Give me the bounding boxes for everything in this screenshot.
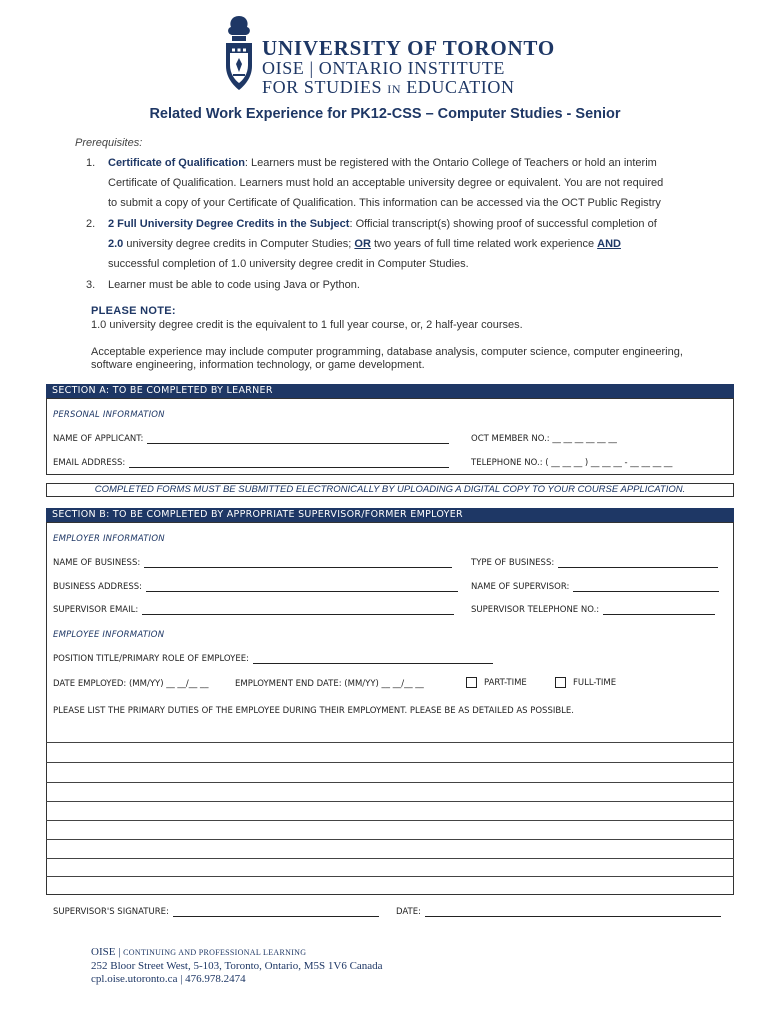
email-address-field[interactable] — [53, 458, 449, 468]
prerequisites-label: Prerequisites: — [75, 137, 143, 149]
field-label: NAME OF BUSINESS: — [53, 558, 141, 568]
part-time-option[interactable] — [466, 677, 527, 688]
duties-row[interactable] — [46, 742, 734, 760]
field-label: SUPERVISOR EMAIL: — [53, 605, 139, 615]
duties-row[interactable] — [46, 876, 734, 894]
prereq-item-number: 1. — [86, 157, 96, 169]
input-line[interactable] — [146, 583, 458, 592]
prereq-item-heading: 2 Full University Degree Credits in the Subject — [108, 218, 350, 230]
logo-oise-line1: OISE | ONTARIO INSTITUTE — [262, 58, 506, 78]
logo-oise-line2 — [262, 77, 515, 98]
employment-end-date-field[interactable]: EMPLOYMENT END DATE: (MM/YY) __ __/__ __ — [235, 679, 424, 689]
telephone-field[interactable]: TELEPHONE NO.: ( __ __ __ ) __ __ __ - __ __ __ __ — [471, 458, 673, 468]
prereq-item-text: Learner must be able to code using Java or Python. — [108, 279, 360, 291]
input-line[interactable] — [147, 435, 449, 444]
duties-row[interactable] — [46, 762, 734, 780]
input-line[interactable] — [253, 655, 493, 664]
input-line[interactable] — [142, 606, 454, 615]
and-emphasis: AND — [597, 238, 621, 250]
duties-row[interactable] — [46, 858, 734, 876]
input-line[interactable] — [144, 559, 452, 568]
full-time-option[interactable] — [555, 677, 616, 688]
business-address-field[interactable] — [53, 582, 458, 592]
signature-date-field[interactable] — [396, 907, 721, 917]
input-line[interactable] — [573, 583, 719, 592]
supervisor-telephone-field[interactable] — [471, 605, 715, 615]
please-note-text: 1.0 university degree credit is the equivalent to 1 full year course, or, 2 half-year courses. — [91, 319, 523, 331]
business-name-field[interactable] — [53, 558, 452, 568]
prereq-item-text: Certificate of Qualification. Learners must hold an acceptable university degree or equivalent. You are not required — [108, 177, 664, 189]
section-b-header: SECTION B: TO BE COMPLETED BY APPROPRIATE SUPERVISOR/FORMER EMPLOYER — [46, 508, 734, 522]
footer-cpl: CONTINUING AND PROFESSIONAL LEARNING — [123, 948, 307, 957]
input-line[interactable] — [129, 459, 449, 468]
supervisor-email-field[interactable] — [53, 605, 454, 615]
field-label: SUPERVISOR'S SIGNATURE: — [53, 907, 169, 917]
field-label: BUSINESS ADDRESS: — [53, 582, 143, 592]
field-label: NAME OF SUPERVISOR: — [471, 582, 570, 592]
part-time-label: PART-TIME — [484, 678, 527, 688]
logo-oise-line2-a: FOR STUDIES — [262, 77, 388, 97]
employer-information-heading: EMPLOYER INFORMATION — [53, 534, 165, 544]
personal-information-heading: PERSONAL INFORMATION — [53, 410, 165, 420]
footer-department — [91, 946, 306, 958]
field-label: DATE: — [396, 907, 421, 917]
business-type-field[interactable] — [471, 558, 718, 568]
page-title: Related Work Experience for PK12-CSS – Computer Studies - Senior — [149, 106, 621, 122]
university-crest-logo — [222, 14, 256, 94]
input-line[interactable] — [603, 606, 715, 615]
duties-row[interactable] — [46, 839, 734, 857]
prereq-item-text: to submit a copy of your Certificate of Qualification. This information can be accessed via the OCT Public Registry — [108, 197, 661, 209]
submission-banner: COMPLETED FORMS MUST BE SUBMITTED ELECTRONICALLY BY UPLOADING A DIGITAL COPY TO YOUR COURSE APPLICATION. — [46, 483, 734, 497]
field-label: POSITION TITLE/PRIMARY ROLE OF EMPLOYEE: — [53, 654, 249, 664]
supervisor-name-field[interactable] — [471, 582, 719, 592]
duties-row[interactable] — [46, 782, 734, 800]
logo-oise-line2-c: EDUCATION — [401, 77, 515, 97]
part-time-checkbox[interactable] — [466, 677, 477, 688]
or-emphasis: OR — [354, 238, 371, 250]
prereq-item-text: two years of full time related work experience — [370, 238, 598, 250]
field-label: EMAIL ADDRESS: — [53, 458, 126, 468]
duties-instruction: PLEASE LIST THE PRIMARY DUTIES OF THE EMPLOYEE DURING THEIR EMPLOYMENT. PLEASE BE AS DETAILED AS POSSIBLE. — [53, 706, 574, 716]
field-label: NAME OF APPLICANT: — [53, 434, 144, 444]
duties-row[interactable] — [46, 801, 734, 819]
please-note-heading: PLEASE NOTE: — [91, 305, 176, 317]
prereq-item-number: 2. — [86, 218, 96, 230]
prereq-item-text: successful completion of 1.0 university degree credit in Computer Studies. — [108, 258, 469, 270]
footer-contact: cpl.oise.utoronto.ca | 476.978.2474 — [91, 973, 246, 985]
employee-information-heading: EMPLOYEE INFORMATION — [53, 630, 165, 640]
full-time-checkbox[interactable] — [555, 677, 566, 688]
input-line[interactable] — [558, 559, 718, 568]
prereq-item-text: : Learners must be registered with the Ontario College of Teachers or hold an interim — [244, 157, 657, 169]
input-line[interactable] — [425, 908, 721, 917]
credit-amount: 2.0 — [108, 238, 124, 250]
footer-address: 252 Bloor Street West, 5-103, Toronto, Ontario, M5S 1V6 Canada — [91, 960, 383, 972]
prereq-item-heading: Certificate of Qualification — [108, 157, 245, 169]
oct-member-number-field[interactable]: OCT MEMBER NO.: __ __ __ __ __ __ — [471, 434, 617, 444]
field-label: SUPERVISOR TELEPHONE NO.: — [471, 605, 600, 615]
logo-oise-line2-b: IN — [387, 82, 402, 96]
field-label: TYPE OF BUSINESS: — [471, 558, 555, 568]
position-title-field[interactable] — [53, 654, 493, 664]
section-a-header: SECTION A: TO BE COMPLETED BY LEARNER — [46, 384, 734, 398]
signature-line[interactable] — [173, 908, 379, 917]
date-employed-field[interactable]: DATE EMPLOYED: (MM/YY) __ __/__ __ — [53, 679, 209, 689]
prereq-item-text: : Official transcript(s) showing proof of successful completion of — [349, 218, 657, 230]
prereq-item-text: university degree credits in Computer Studies; — [123, 238, 355, 250]
supervisor-signature-field[interactable] — [53, 907, 379, 917]
prereq-item-number: 3. — [86, 279, 96, 291]
logo-university-name: UNIVERSITY OF TORONTO — [262, 36, 555, 60]
footer-oise: OISE | — [91, 946, 124, 958]
full-time-label: FULL-TIME — [573, 678, 617, 688]
duties-row[interactable] — [46, 820, 734, 838]
applicant-name-field[interactable] — [53, 434, 449, 444]
acceptable-experience-text: Acceptable experience may include computer programming, database analysis, computer science, computer engineering, software engineering, information technology, or game development. — [91, 346, 683, 371]
